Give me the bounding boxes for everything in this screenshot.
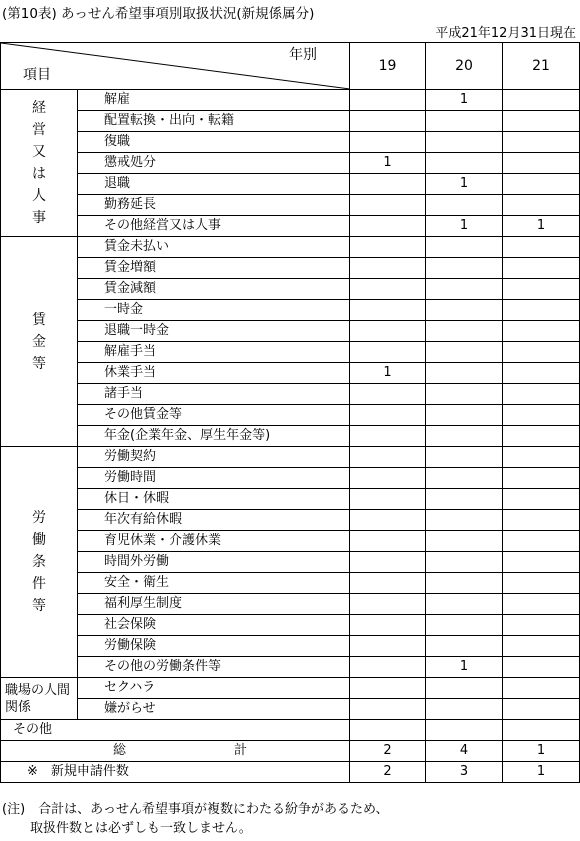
item-label: その他賃金等: [78, 405, 350, 426]
value-cell: [503, 384, 580, 405]
value-cell: [350, 678, 426, 699]
value-cell: [426, 132, 503, 153]
category-char: 等: [32, 598, 46, 614]
table-row: [1, 342, 580, 363]
value-cell: [350, 279, 426, 300]
category-char: 又: [32, 144, 46, 160]
item-label: 配置転換・出向・転籍: [78, 111, 350, 132]
item-label: 賃金増額: [78, 258, 350, 279]
value-cell: [350, 447, 426, 468]
item-label: 嫌がらせ: [78, 699, 350, 720]
value-cell: [426, 321, 503, 342]
value-cell: [426, 384, 503, 405]
item-label: 年金(企業年金、厚生年金等): [78, 426, 350, 447]
table-row: [1, 174, 580, 195]
value-cell: [350, 321, 426, 342]
table-row: [1, 321, 580, 342]
request-items-table: [0, 42, 580, 783]
category-char: 働: [32, 532, 46, 548]
table-row: [1, 594, 580, 615]
value-cell: [350, 405, 426, 426]
value-cell: [350, 657, 426, 678]
new-cases-label: ※ 新規申請件数: [1, 762, 350, 783]
value-cell: [503, 720, 580, 741]
item-label: 労働保険: [78, 636, 350, 657]
value-cell: [350, 510, 426, 531]
table-row: [1, 615, 580, 636]
value-cell: [426, 363, 503, 384]
value-cell: [426, 615, 503, 636]
value-cell: [350, 342, 426, 363]
table-row: [1, 132, 580, 153]
item-label: 懲戒処分: [78, 153, 350, 174]
value-cell: [503, 489, 580, 510]
value-cell: [503, 510, 580, 531]
item-label: 解雇: [78, 90, 350, 111]
table-row: [1, 363, 580, 384]
category-char: 件: [32, 576, 46, 592]
table-row: [1, 489, 580, 510]
value-cell: [503, 258, 580, 279]
value-cell: 1: [426, 90, 503, 111]
item-label: 社会保険: [78, 615, 350, 636]
category-char: 事: [32, 210, 46, 226]
value-cell: [503, 552, 580, 573]
value-cell: [426, 573, 503, 594]
item-label: 労働時間: [78, 468, 350, 489]
value-cell: [503, 90, 580, 111]
table-row: [1, 111, 580, 132]
value-cell: 1: [426, 174, 503, 195]
value-cell: [350, 237, 426, 258]
table-row: [1, 426, 580, 447]
value-cell: [426, 405, 503, 426]
table-title: (第10表) あっせん希望事項別取扱状況(新規係属分): [2, 6, 315, 22]
table-row: [1, 153, 580, 174]
value-cell: [426, 510, 503, 531]
year-header: 19: [350, 43, 426, 90]
value-cell: [503, 174, 580, 195]
table-row: [1, 468, 580, 489]
value-cell: [426, 468, 503, 489]
year-header: 21: [503, 43, 580, 90]
category-label: [1, 237, 78, 447]
value-cell: [503, 405, 580, 426]
table-row: [1, 531, 580, 552]
category-char: は: [32, 166, 46, 182]
table-row: [1, 195, 580, 216]
category-label: [1, 447, 78, 678]
item-label: 休業手当: [78, 363, 350, 384]
value-cell: [503, 678, 580, 699]
value-cell: [503, 342, 580, 363]
value-cell: [426, 153, 503, 174]
value-cell: 4: [426, 741, 503, 762]
category-label: 職場の人間関係: [1, 678, 78, 720]
total-row: [1, 741, 580, 762]
value-cell: 1: [503, 741, 580, 762]
category-char: 人: [32, 188, 46, 204]
total-label: [1, 741, 350, 762]
item-label: 賃金未払い: [78, 237, 350, 258]
value-cell: [503, 111, 580, 132]
year-header: 20: [426, 43, 503, 90]
item-label: 安全・衛生: [78, 573, 350, 594]
value-cell: [503, 195, 580, 216]
table-row: [1, 699, 580, 720]
table-row: [1, 216, 580, 237]
item-label: 時間外労働: [78, 552, 350, 573]
category-char: 賃: [32, 311, 46, 328]
value-cell: [503, 300, 580, 321]
item-label: 退職一時金: [78, 321, 350, 342]
value-cell: 1: [426, 657, 503, 678]
value-cell: 1: [426, 216, 503, 237]
category-char: 労: [32, 510, 46, 526]
value-cell: [426, 342, 503, 363]
value-cell: [426, 699, 503, 720]
item-label: セクハラ: [78, 678, 350, 699]
value-cell: [426, 636, 503, 657]
item-label: その他経営又は人事: [78, 216, 350, 237]
corner-header-cell: [1, 43, 350, 90]
table-body: [1, 43, 580, 783]
item-label: 福利厚生制度: [78, 594, 350, 615]
value-cell: [503, 615, 580, 636]
item-label: 諸手当: [78, 384, 350, 405]
value-cell: 3: [426, 762, 503, 783]
value-cell: [350, 216, 426, 237]
value-cell: 2: [350, 762, 426, 783]
item-label: 一時金: [78, 300, 350, 321]
table-row: [1, 447, 580, 468]
as-of-date: 平成21年12月31日現在: [435, 26, 576, 41]
table-row: [1, 552, 580, 573]
category-label: [1, 90, 78, 237]
item-label: 賃金減額: [78, 279, 350, 300]
value-cell: [503, 447, 580, 468]
item-label: 退職: [78, 174, 350, 195]
value-cell: [350, 468, 426, 489]
value-cell: [426, 237, 503, 258]
value-cell: [350, 699, 426, 720]
table-row: [1, 510, 580, 531]
value-cell: [350, 195, 426, 216]
value-cell: [350, 90, 426, 111]
item-label: その他の労働条件等: [78, 657, 350, 678]
item-label: 休日・休暇: [78, 489, 350, 510]
table-row: [1, 279, 580, 300]
value-cell: [350, 573, 426, 594]
value-cell: [503, 279, 580, 300]
value-cell: [503, 657, 580, 678]
value-cell: [503, 132, 580, 153]
value-cell: [350, 132, 426, 153]
value-cell: [426, 678, 503, 699]
value-cell: [426, 426, 503, 447]
item-label: 育児休業・介護休業: [78, 531, 350, 552]
value-cell: [350, 489, 426, 510]
column-header-label: 年別: [289, 47, 317, 63]
value-cell: [426, 594, 503, 615]
header-row: [1, 43, 580, 90]
value-cell: [503, 153, 580, 174]
table-row: [1, 258, 580, 279]
value-cell: [426, 258, 503, 279]
table-row: [1, 657, 580, 678]
value-cell: [426, 552, 503, 573]
value-cell: [350, 111, 426, 132]
item-label: 復職: [78, 132, 350, 153]
value-cell: [426, 279, 503, 300]
value-cell: [350, 531, 426, 552]
value-cell: [426, 111, 503, 132]
item-label: 勤務延長: [78, 195, 350, 216]
category-char: 等: [32, 355, 46, 372]
item-label: 年次有給休暇: [78, 510, 350, 531]
value-cell: [350, 258, 426, 279]
value-cell: [350, 720, 426, 741]
table-row: [1, 678, 580, 699]
table-row: [1, 300, 580, 321]
value-cell: 1: [503, 762, 580, 783]
value-cell: 1: [503, 216, 580, 237]
footnote-line: (注) 合計は、あっせん希望事項が複数にわたる紛争があるため、: [2, 802, 389, 817]
value-cell: [426, 300, 503, 321]
value-cell: [350, 384, 426, 405]
value-cell: [503, 426, 580, 447]
table-row: [1, 762, 580, 783]
other-label: その他: [1, 720, 350, 741]
value-cell: [426, 531, 503, 552]
value-cell: [503, 594, 580, 615]
value-cell: [350, 594, 426, 615]
value-cell: [350, 300, 426, 321]
value-cell: [503, 468, 580, 489]
footnote-line: 取扱件数とは必ずしも一致しません。: [30, 821, 252, 836]
value-cell: [350, 426, 426, 447]
category-char: 金: [32, 333, 46, 350]
category-char: 営: [32, 122, 46, 138]
value-cell: [503, 321, 580, 342]
value-cell: [503, 699, 580, 720]
value-cell: 2: [350, 741, 426, 762]
table-row: [1, 720, 580, 741]
table-row: [1, 90, 580, 111]
item-label: 解雇手当: [78, 342, 350, 363]
table-row: [1, 636, 580, 657]
table-row: [1, 237, 580, 258]
footnote: [2, 800, 389, 838]
value-cell: [350, 174, 426, 195]
value-cell: [426, 447, 503, 468]
total-label-b: 計: [234, 743, 248, 758]
table-row: [1, 573, 580, 594]
value-cell: 1: [350, 153, 426, 174]
row-header-label: 項目: [23, 67, 51, 83]
value-cell: [503, 573, 580, 594]
value-cell: [503, 363, 580, 384]
category-char: 経: [32, 100, 46, 116]
value-cell: [350, 636, 426, 657]
value-cell: [503, 531, 580, 552]
table-row: [1, 384, 580, 405]
value-cell: [350, 552, 426, 573]
value-cell: [503, 636, 580, 657]
value-cell: [350, 615, 426, 636]
total-label-a: 総: [113, 743, 127, 758]
value-cell: 1: [350, 363, 426, 384]
category-char: 条: [32, 554, 46, 570]
value-cell: [503, 237, 580, 258]
value-cell: [426, 720, 503, 741]
table-row: [1, 405, 580, 426]
value-cell: [426, 195, 503, 216]
item-label: 労働契約: [78, 447, 350, 468]
value-cell: [426, 489, 503, 510]
